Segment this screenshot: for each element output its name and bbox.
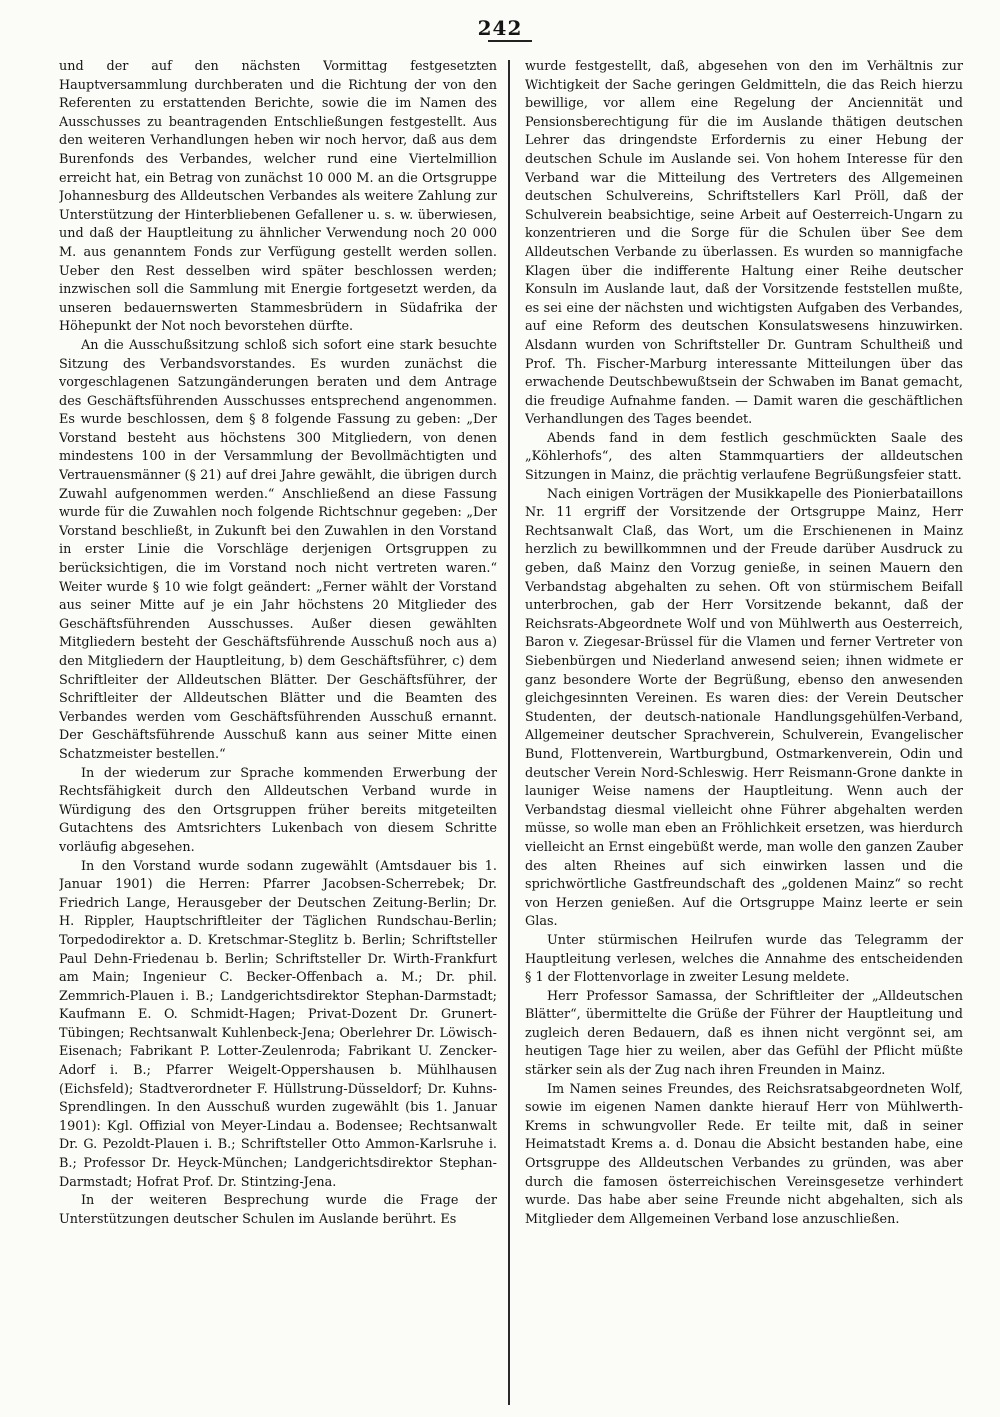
paragraph: An die Ausschußsitzung schloß sich sofort eine stark besuchte Sitzung des Verbandsvorstandes. Es wurden zunächst die vorgeschlagenen Satzungänderungen beraten und dem Antrage des Geschäftsführenden Ausschusses entsprechend angenommen. Es wurde beschlossen, dem § 8 folgende Fassung zu geben: „Der Vorstand besteht aus höchstens 300 Mitgliedern, von denen mindestens 100 in der Versammlung der Bevollmächtigten und Vertrauensmänner (§ 21) auf drei Jahre gewählt, die übrigen durch Zuwahl aufgenommen werden.“ Anschließend an diese Fassung wurde für die Zuwahlen noch folgende Richtschnur gegeben: „Der Vorstand beschließt, in Zukunft bei den Zuwahlen in den Vorstand in erster Linie die Vorschläge derjenigen Ortsgruppen zu berücksichtigen, die im Vorstand noch nicht vertreten waren.“ Weiter wurde § 10 wie folgt geändert: „Ferner wählt der Vorstand aus seiner Mitte auf je ein Jahr höchstens 20 Mitglieder des Geschäftsführenden Ausschusses. Außer diesen gewählten Mitgliedern besteht der Geschäftsführende Ausschuß noch aus a) den Mitgliedern der Hauptleitung, b) dem Geschäftsführer, c) dem Schriftleiter der Alldeutschen Blätter. Der Geschäftsführer, der Schriftleiter der Alldeutschen Blätter und die Beamten des Verbandes werden vom Geschäftsführenden Ausschuß ernannt. Der Geschäftsführende Ausschuß kann aus seiner Mitte einen Schatzmeister bestellen.“ [59,337,497,762]
left-column [59,58,497,1403]
paragraph: In der wiederum zur Sprache kommenden Erwerbung der Rechtsfähigkeit durch den Alldeutschen Verband wurde in Würdigung des den Ortsgruppen früher bereits mitgeteilten Gutachtens des Amtsrichters Lukenbach von diesem Schritte vorläufig abgesehen. [59,765,497,855]
paragraph: Nach einigen Vorträgen der Musikkapelle des Pionierbataillons Nr. 11 ergriff der Vorsitzende der Ortsgruppe Mainz, Herr Rechtsanwalt Claß, das Wort, um die Erschienenen in Mainz herzlich zu bewillkommnen und der Freude darüber Ausdruck zu geben, daß Mainz den Vorzug genieße, in seinen Mauern den Verbandstag abgehalten zu sehen. Oft von stürmischem Beifall unterbrochen, gab der Herr Vorsitzende bekannt, daß der Reichsrats-Abgeordnete Wolf und von Mühlwerth aus Oesterreich, Baron v. Ziegesar-Brüssel für die Vlamen und ferner Vertreter von Siebenbürgen und Niederland anwesend seien; ihnen widmete er ganz besondere Worte der Begrüßung, ebenso den anwesenden gleichgesinnten Vereinen. Es waren dies: der Verein Deutscher Studenten, der deutsch-nationale Handlungsgehülfen-Verband, Allgemeiner deutscher Sprachverein, Schulverein, Evangelischer Bund, Flottenverein, Wartburgbund, Ostmarkenverein, Odin und deutscher Verein Nord-Schleswig. Herr Reismann-Grone dankte in launiger Weise namens der Hauptleitung. Wenn auch der Verbandstag diesmal vielleicht ohne Führer abgehalten werden müsse, so wolle man eben an Fröhlichkeit ersetzen, was hierdurch vielleicht an Ernst eingebüßt werde, man wolle den ganzen Zauber des alten Rheines auf sich einwirken lassen und die sprichwörtliche Gastfreundschaft des „goldenen Mainz“ so recht von Herzen genießen. Auf die Ortsgruppe Mainz leerte er sein Glas. [525,486,963,930]
paragraph: Unter stürmischen Heilrufen wurde das Telegramm der Hauptleitung verlesen, welches die Annahme des entscheidenden § 1 der Flottenvorlage in zweiter Lesung meldete. [525,932,963,986]
page-number-underline [488,40,532,42]
paragraph: In der weiteren Besprechung wurde die Frage der Unterstützungen deutscher Schulen im Auslande berührt. Es [59,1193,497,1227]
paragraph: Herr Professor Samassa, der Schriftleiter der „Alldeutschen Blätter“, übermittelte die Grüße der Führer der Hauptleitung und zugleich deren Bedauern, daß es ihnen nicht vergönnt sei, am heutigen Tage hier zu weilen, aber das Gefühl der Pflicht müßte stärker sein als der Zug nach ihren Freunden in Mainz. [525,988,963,1079]
page-number: 242 [477,16,523,40]
column-divider [508,60,510,1405]
paragraph: Abends fand in dem festlich geschmückten Saale des „Köhlerhofs“, des alten Stammquartiers der alldeutschen Sitzungen in Mainz, die prächtig verlaufene Begrüßungsfeier statt. [525,430,963,484]
paragraph: und der auf den nächsten Vormittag festgesetzten Hauptversammlung durchberaten und die Richtung der von den Referenten zu erstattenden Berichte, sowie die im Namen des Ausschusses zu beantragenden Entschließungen festgestellt. Aus den weiteren Verhandlungen heben wir noch hervor, daß aus dem Burenfonds des Verbandes, welcher rund eine Viertelmillion erreicht hat, ein Betrag von zunächst 10 000 M. an die Ortsgruppe Johannesburg des Alldeutschen Verbandes als weitere Zahlung zur Unterstützung der Hinterbliebenen Gefallener u. s. w. überwiesen, und daß der Hauptleitung zu ähnlicher Verwendung noch 20 000 M. aus genanntem Fonds zur Verfügung gestellt werden sollen. Ueber den Rest desselben wird später beschlossen werden; inzwischen soll die Sammlung mit Energie fortgesetzt werden, da unseren bedauernswerten Stammesbrüdern in Südafrika der Höhepunkt der Not noch bevorstehen dürfte. [59,59,497,335]
paragraph: In den Vorstand wurde sodann zugewählt (Amtsdauer bis 1. Januar 1901) die Herren: Pfarrer Jacobsen-Scherrebek; Dr. Friedrich Lange, Herausgeber der Deutschen Zeitung-Berlin; Dr. H. Rippler, Hauptschriftleiter der Täglichen Rundschau-Berlin; Torpedodirektor a. D. Kretschmar-Steglitz b. Berlin; Schriftsteller Paul Dehn-Friedenau b. Berlin; Schriftsteller Dr. Wirth-Frankfurt am Main; Ingenieur C. Becker-Offenbach a. M.; Dr. phil. Zemmrich-Plauen i. B.; Landgerichtsdirektor Stephan-Darmstadt; Kaufmann E. O. Schmidt-Hagen; Privat-Dozent Dr. Grunert-Tübingen; Rechtsanwalt Kuhlenbeck-Jena; Oberlehrer Dr. Löwisch-Eisenach; Fabrikant P. Lotter-Zeulenroda; Fabrikant U. Zencker-Adorf i. B.; Pfarrer Weigelt-Oppershausen b. Mühlhausen (Eichsfeld); Stadtverordneter F. Hüllstrung-Düsseldorf; Dr. Kuhns-Sprendlingen. In den Ausschuß wurden zugewählt (bis 1. Januar 1901): Kgl. Offizial von Meyer-Lindau a. Bodensee; Rechtsanwalt Dr. G. Pezoldt-Plauen i. B.; Schriftsteller Otto Ammon-Karlsruhe i. B.; Professor Dr. Heyck-München; Landgerichtsdirektor Stephan-Darmstadt; Hofrat Prof. Dr. Stintzing-Jena. [59,858,497,1190]
right-column [525,58,963,1403]
paragraph: Im Namen seines Freundes, des Reichsratsabgeordneten Wolf, sowie im eigenen Namen dankte hierauf Herr von Mühlwerth-Krems in schwungvoller Rede. Er teilte mit, daß in seiner Heimatstadt Krems a. d. Donau die Absicht bestanden habe, eine Ortsgruppe des Alldeutschen Verbandes zu gründen, was aber durch die famosen österreichischen Vereinsgesetze verhindert wurde. Das habe aber seine Freunde nicht abgehalten, sich als Mitglieder dem Allgemeinen Verband lose anzuschließen. [525,1081,963,1227]
paragraph: wurde festgestellt, daß, abgesehen von den im Verhältnis zur Wichtigkeit der Sache geringen Geldmitteln, die das Reich hierzu bewillige, vor allem eine Regelung der Anciennität und Pensionsberechtigung für die im Auslande thätigen deutschen Lehrer das dringendste Erfordernis zu einer Hebung der deutschen Schule im Auslande sei. Von hohem Interesse für den Verband war die Mitteilung des Vertreters des Allgemeinen deutschen Schulvereins, Schriftstellers Karl Pröll, daß der Schulverein beabsichtige, seine Arbeit auf Oesterreich-Ungarn zu konzentrieren und die Sorge für die Schulen über See dem Alldeutschen Verbande zu überlassen. Es wurden so mannigfache Klagen über die indifferente Haltung einer Reihe deutscher Konsuln im Auslande laut, daß der Vorsitzende feststellen mußte, es sei eine der nächsten und wichtigsten Aufgaben des Verbandes, auf eine Reform des deutschen Konsulatswesens hinzuwirken. Alsdann wurden von Schriftsteller Dr. Guntram Schultheiß und Prof. Th. Fischer-Marburg interessante Mitteilungen über das erwachende Deutschbewußtsein der Schwaben im Banat gemacht, die freudige Aufnahme fanden. — Damit waren die geschäftlichen Verhandlungen des Tages beendet. [525,59,963,428]
